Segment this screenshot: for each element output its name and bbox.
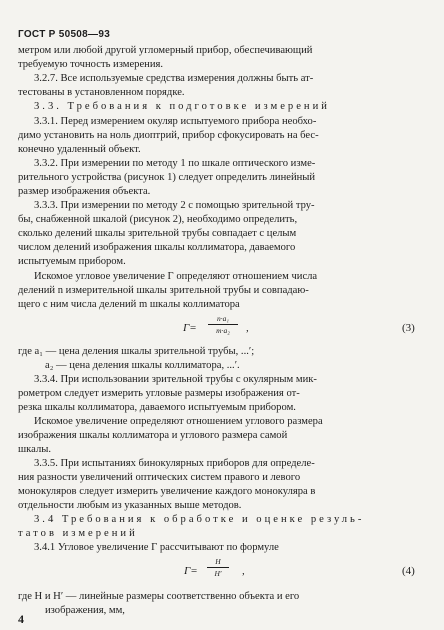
formula-3-tail: , xyxy=(246,322,249,334)
text-line: шкалы. xyxy=(18,444,51,455)
text-line: 3.3.2. При измерении по методу 1 по шкале оптического изме- xyxy=(34,158,316,169)
text-line: 3.3.4. При использовании зрительной трубы с окулярным мик- xyxy=(34,374,317,385)
text-line: ния разности увеличений оптических систем правого и левого xyxy=(18,472,301,483)
formula-4-numerator: H xyxy=(215,557,221,566)
text-line: димо установить на ноль диоптрий, прибор сфокусировать на бес- xyxy=(18,130,319,141)
text-line: бы, снабженной шкалой (рисунок 2), необходимо определить, xyxy=(18,214,298,225)
page-number: 4 xyxy=(18,612,24,626)
text-line: рительного устройства (рисунок 1) следует определить линейный xyxy=(18,172,316,183)
formula-4-lhs: Г= xyxy=(184,565,198,577)
text-line: щего с ним числа делений m шкалы коллиматора xyxy=(18,299,240,310)
formula-3-denominator: m·a₂ xyxy=(216,326,230,335)
text-line: 3.3.5. При испытаниях бинокулярных приборов для определе- xyxy=(34,458,315,469)
formula-3-lhs: Г= xyxy=(183,322,197,334)
text-line: отдельности любым из указанных выше методов. xyxy=(18,500,242,511)
text-line: числом делений изображения шкалы коллиматора, даваемого xyxy=(18,242,296,253)
text-line: 3.3.3. При измерении по методу 2 с помощью зрительной тру- xyxy=(34,200,315,211)
formula-4-number: (4) xyxy=(402,565,415,577)
text-line: Искомое увеличение определяют отношением углового размера xyxy=(34,416,323,427)
text-line: где a₁ — цена деления шкалы зрительной трубы, ...′; xyxy=(18,346,255,357)
text-line: изображения шкалы коллиматора и углового размера самой xyxy=(18,430,288,441)
section-heading: 3.4 Требования к обработке и оценке резуль- xyxy=(34,514,365,525)
text-line: сколько делений шкалы зрительной трубы совпадает с целым xyxy=(18,228,297,239)
text-line: Искомое угловое увеличение Г определяют отношением числа xyxy=(34,271,318,282)
text-line: 3.4.1 Угловое увеличение Г рассчитывают по формуле xyxy=(34,542,279,553)
section-heading: 3.3. Требования к подготовке измерений xyxy=(34,101,330,112)
text-line: монокуляров следует измерить увеличение каждого монокуляра в xyxy=(18,486,316,497)
formula-4-tail: , xyxy=(242,565,245,577)
text-line: метром или любой другой угломерный прибор, обеспечивающий xyxy=(18,45,313,56)
fraction-bar xyxy=(208,324,238,325)
document-header: ГОСТ Р 50508—93 xyxy=(18,29,111,40)
text-line: где H и H′ — линейные размеры соответственно объекта и его xyxy=(18,591,300,602)
text-line: изображения, мм, xyxy=(45,605,125,616)
text-line: конечно удаленный объект. xyxy=(18,144,141,155)
formula-3-number: (3) xyxy=(402,322,415,334)
fraction-bar xyxy=(207,567,229,568)
section-heading: татов измерений xyxy=(18,528,138,539)
text-line: 3.2.7. Все используемые средства измерения должны быть ат- xyxy=(34,73,314,84)
text-line: размер изображения объекта. xyxy=(18,186,151,197)
text-line: испытуемым прибором. xyxy=(18,256,126,267)
text-line: a₂ — цена деления шкалы коллиматора, ...′. xyxy=(45,360,240,371)
text-line: резка шкалы коллиматора, даваемого испытуемым прибором. xyxy=(18,402,296,413)
formula-3-fraction xyxy=(208,314,238,335)
text-line: тестованы в установленном порядке. xyxy=(18,87,185,98)
text-line: рометром следует измерить угловые размеры изображения от- xyxy=(18,388,300,399)
formula-4-fraction xyxy=(207,557,229,578)
text-line: делений n измерительной шкалы зрительной трубы и совпадаю- xyxy=(18,285,309,296)
text-line: требуемую точность измерения. xyxy=(18,59,164,70)
text-line: 3.3.1. Перед измерением окуляр испытуемого прибора необхо- xyxy=(34,116,317,127)
formula-3-numerator: n·a₁ xyxy=(217,314,229,323)
formula-4-denominator: H′ xyxy=(214,569,222,578)
